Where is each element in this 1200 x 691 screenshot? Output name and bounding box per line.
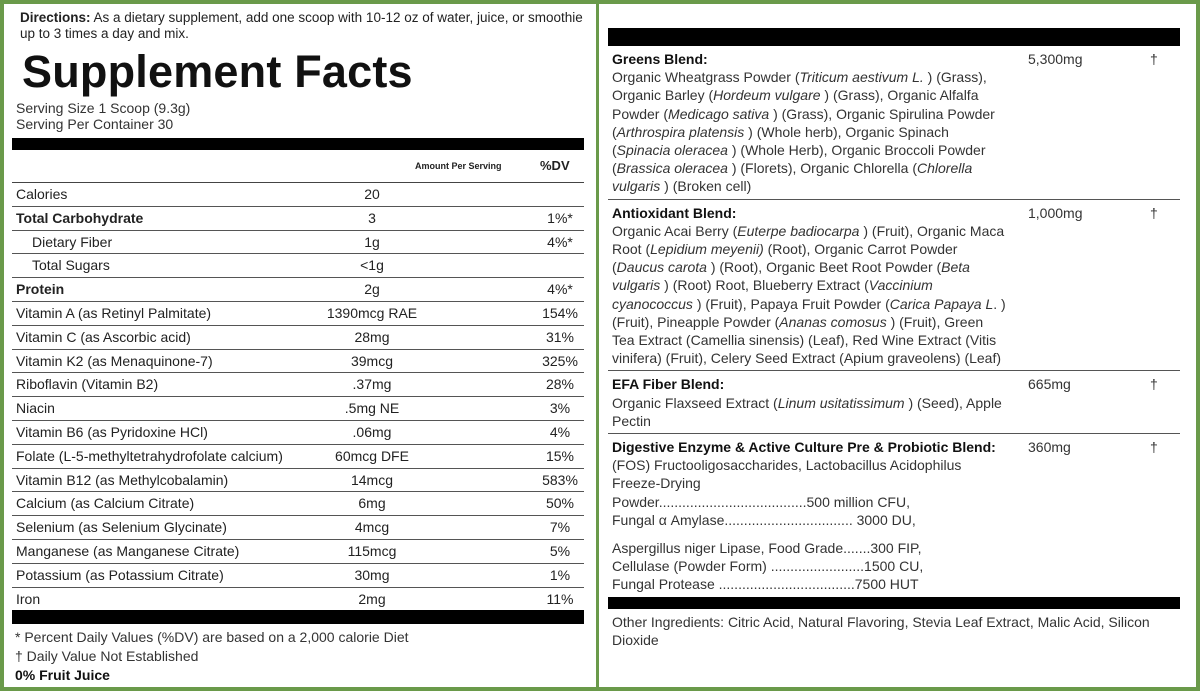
- antioxidant-blend-ingredients: Organic Acai Berry (Euterpe badiocarpa ) (Fruit), Organic Maca Root (Lepidium meyenii) (Root), Organic Carrot Powder (Daucus carota ) (Root), Organic Beet Root Powder (Beta vulgaris ) (Root) Root, Blueberry Extract (Vaccinium cyanococcus ) (Fruit), Papaya Fruit Powder (Carica Papaya L. ) (Fruit), Pineapple Powder (Ananas comosus ) (Fruit), Green Tea Extract (Camellia sinensis) (Leaf), Red Wine Extract (Vitis vinifera) (Fruit), Celery Seed Extract (Apium graveolens) (Leaf): [612, 222, 1006, 367]
- amount-per-serving-header: Amount Per Serving: [415, 161, 502, 171]
- nutrient-name: Total Carbohydrate: [16, 209, 144, 226]
- blend-amount: 5,300mg: [1028, 51, 1083, 67]
- nutrient-dv: 583%: [542, 471, 578, 488]
- nutrient-amount: 4mcg: [354, 519, 390, 536]
- nutrient-amount: .06mg: [352, 423, 392, 440]
- supplement-facts-title: Supplement Facts: [22, 46, 413, 97]
- nutrient-amount: 20: [364, 186, 380, 202]
- latin-name: Medicago sativa: [668, 105, 770, 122]
- nutrient-row: [12, 564, 584, 588]
- table-header: [12, 150, 584, 183]
- digestive-line: Fungal Protease ...................................7500 HUT: [612, 576, 919, 593]
- nutrient-amount: 6mg: [358, 495, 386, 512]
- blends-bottom-bar: [608, 597, 1180, 609]
- blends-top-bar: [608, 28, 1180, 46]
- nutrient-name: Calories: [16, 186, 68, 202]
- nutrient-row: [12, 302, 584, 326]
- nutrient-dv: 15%: [545, 447, 575, 464]
- nutrient-amount: 2mg: [358, 590, 386, 607]
- directions-body: As a dietary supplement, add one scoop with 10-12 oz of water, juice, or smoothie up to 3 times a day and mix.: [20, 10, 583, 41]
- serving-size: Serving Size 1 Scoop (9.3g): [16, 100, 191, 116]
- nutrient-name: Vitamin B12 (as Methylcobalamin): [16, 471, 229, 488]
- nutrient-row: [12, 469, 584, 493]
- nutrient-name: Potassium (as Potassium Citrate): [16, 566, 224, 583]
- nutrient-dv: 4%*: [547, 281, 573, 298]
- nutrient-amount: 28mg: [354, 328, 390, 345]
- nutrient-amount: .5mg NE: [344, 400, 400, 417]
- panel-divider: [596, 4, 599, 687]
- nutrient-row: [12, 183, 584, 207]
- nutrient-row: [12, 231, 584, 255]
- blend-dv: †: [1150, 204, 1158, 221]
- dagger-note: † Daily Value Not Established: [15, 648, 199, 665]
- digestive-line: Cellulase (Powder Form) ........................1500 CU,: [612, 558, 924, 575]
- nutrient-amount: <1g: [360, 257, 384, 274]
- efa-blend-ingredients: Organic Flaxseed Extract (Linum usitatissimum ) (Seed), Apple Pectin: [612, 394, 1002, 429]
- dv-header: %DV: [540, 158, 570, 173]
- nutrient-name: Vitamin B6 (as Pyridoxine HCl): [16, 423, 208, 440]
- nutrient-dv: 154%: [542, 304, 578, 321]
- blend-title: Greens Blend:: [612, 51, 708, 67]
- footnotes: [15, 628, 584, 685]
- blend-title: Antioxidant Blend:: [612, 204, 737, 221]
- latin-name: Carica Papaya L: [889, 295, 994, 312]
- percent-dv-note: * Percent Daily Values (%DV) are based on a 2,000 calorie Diet: [15, 629, 409, 646]
- nutrient-name: Riboflavin (Vitamin B2): [16, 376, 159, 393]
- nutrient-name: Selenium (as Selenium Glycinate): [16, 519, 227, 536]
- greens-blend-ingredients: Organic Wheatgrass Powder (Triticum aestivum L. ) (Grass), Organic Barley (Hordeum vulgare ) (Grass), Organic Alfalfa Powder (Medicago sativa ) (Grass), Organic Spirulina Powder (Arthrospira platensis ) (Whole herb), Organic Spinach (Spinacia oleracea ) (Whole Herb), Organic Broccoli Powder (Brassica oleracea ) (Florets), Organic Chlorella (Chlorella vulgaris ) (Broken cell): [612, 69, 995, 195]
- blend-amount: 665mg: [1028, 376, 1071, 393]
- servings-per-container: Serving Per Container 30: [16, 116, 174, 132]
- nutrient-name: Manganese (as Manganese Citrate): [16, 542, 240, 559]
- nutrient-dv: 7%: [549, 519, 571, 536]
- nutrient-row: [12, 326, 584, 350]
- nutrient-row: [12, 421, 584, 445]
- antioxidant-blend: [608, 200, 1180, 372]
- nutrient-row: [12, 350, 584, 374]
- nutrient-amount: 1390mcg RAE: [326, 304, 418, 321]
- nutrient-dv: 31%: [545, 328, 575, 345]
- nutrient-name: Vitamin A (as Retinyl Palmitate): [16, 304, 212, 321]
- latin-name: Linum usitatissimum: [777, 394, 905, 411]
- digestive-blend: [608, 434, 1180, 597]
- digestive-line: Fungal α Amylase................................. 3000 DU,: [612, 511, 916, 528]
- nutrient-dv: 1%*: [547, 209, 573, 226]
- blend-title: EFA Fiber Blend:: [612, 376, 725, 393]
- nutrient-dv: 325%: [542, 352, 578, 369]
- nutrient-name: Total Sugars: [32, 257, 110, 274]
- nutrient-row: [12, 373, 584, 397]
- latin-name: Vaccinium cyanococcus: [612, 277, 933, 312]
- latin-name: Triticum aestivum L.: [799, 69, 924, 86]
- blend-dv: †: [1150, 51, 1158, 67]
- nutrient-name: Dietary Fiber: [32, 233, 113, 250]
- nutrient-dv: 3%: [549, 400, 571, 417]
- latin-name: Lepidium meyenii): [650, 241, 764, 258]
- nutrient-dv: 4%: [549, 423, 571, 440]
- nutrient-name: Vitamin C (as Ascorbic acid): [16, 328, 191, 345]
- digestive-intro: (FOS) Fructooligosaccharides, Lactobacillus Acidophilus Freeze-Drying: [612, 457, 962, 492]
- nutrient-amount: 14mcg: [350, 471, 394, 488]
- nutrient-row: [12, 207, 584, 231]
- latin-name: Arthrospira platensis: [616, 123, 745, 140]
- nutrient-amount: 115mcg: [347, 542, 397, 559]
- latin-name: Brassica oleracea: [616, 160, 728, 177]
- nutrient-row: [12, 254, 584, 278]
- blend-amount: 360mg: [1028, 439, 1071, 456]
- latin-name: Daucus carota: [616, 259, 707, 276]
- directions-text: [20, 10, 584, 42]
- latin-name: Ananas comosus: [779, 313, 887, 330]
- nutrient-row: [12, 445, 584, 469]
- nutrient-name: Vitamin K2 (as Menaquinone-7): [16, 352, 213, 369]
- bottom-thick-bar: [12, 610, 584, 624]
- nutrient-amount: 39mcg: [350, 352, 394, 369]
- nutrient-dv: 5%: [549, 542, 571, 559]
- nutrient-dv: 11%: [546, 590, 574, 607]
- nutrient-row: [12, 492, 584, 516]
- blend-dv: †: [1150, 376, 1158, 393]
- nutrient-name: Protein: [16, 281, 65, 298]
- nutrient-dv: 50%: [545, 495, 575, 512]
- nutrient-row: [12, 278, 584, 302]
- latin-name: Euterpe badiocarpa: [737, 222, 860, 239]
- nutrient-dv: 4%*: [547, 233, 573, 250]
- nutrient-name: Niacin: [16, 400, 55, 417]
- nutrient-name: Folate (L-5-methyltetrahydrofolate calcium): [16, 447, 283, 464]
- nutrient-row: [12, 516, 584, 540]
- nutrient-amount: .37mg: [352, 376, 392, 393]
- nutrient-amount: 30mg: [354, 566, 390, 583]
- nutrient-row: [12, 588, 584, 611]
- blend-title: Digestive Enzyme & Active Culture Pre & Probiotic Blend:: [612, 439, 996, 456]
- efa-fiber-blend: [608, 371, 1180, 434]
- other-ingredients: Other Ingredients: Citric Acid, Natural Flavoring, Stevia Leaf Extract, Malic Acid, Silicon Dioxide: [612, 613, 1150, 648]
- latin-name: Spinacia oleracea: [616, 142, 728, 159]
- nutrient-name: Calcium (as Calcium Citrate): [16, 495, 195, 512]
- nutrient-dv: 1%: [549, 566, 571, 583]
- nutrient-name: Iron: [16, 590, 41, 607]
- directions-label: Directions:: [20, 10, 91, 25]
- nutrient-dv: 28%: [545, 376, 575, 393]
- supplement-facts-panel: [12, 10, 584, 685]
- latin-name: Beta vulgaris: [612, 259, 970, 294]
- greens-blend: [608, 46, 1180, 200]
- nutrient-amount: 60mcg DFE: [335, 447, 409, 464]
- blends-panel: [608, 28, 1180, 649]
- nutrient-row: [12, 540, 584, 564]
- digestive-line: Aspergillus niger Lipase, Food Grade.......300 FIP,: [612, 540, 922, 557]
- nutrient-amount: 2g: [364, 281, 380, 298]
- digestive-line: Powder......................................500 million CFU,: [612, 493, 910, 510]
- top-thick-bar: [12, 138, 584, 150]
- nutrient-amount: 1g: [364, 233, 380, 250]
- latin-name: Chlorella vulgaris: [612, 160, 973, 195]
- latin-name: Hordeum vulgare: [713, 87, 821, 104]
- nutrient-amount: 3: [368, 209, 376, 226]
- blend-amount: 1,000mg: [1028, 204, 1083, 221]
- nutrient-row: [12, 397, 584, 421]
- nutrient-table: [12, 183, 584, 610]
- fruit-juice-note: 0% Fruit Juice: [15, 667, 110, 684]
- blend-dv: †: [1150, 439, 1158, 456]
